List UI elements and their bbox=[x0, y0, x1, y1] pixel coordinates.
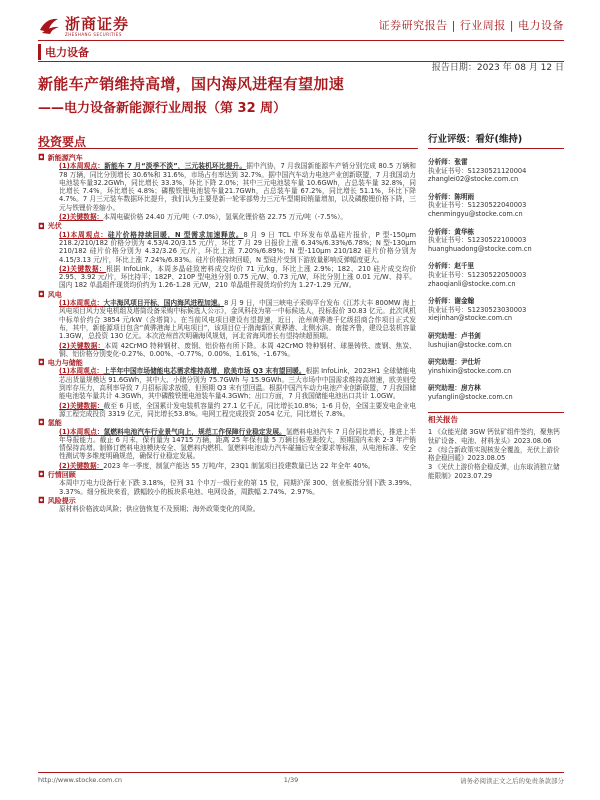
analyst-card bbox=[428, 228, 564, 254]
topic-title: 新能源汽车 bbox=[47, 154, 83, 162]
footer-url[interactable]: http://www.stocke.com.cn bbox=[38, 776, 123, 784]
analyst-name: 黄华栋 bbox=[454, 227, 475, 236]
key-points-body bbox=[38, 153, 416, 514]
topic-paragraph bbox=[38, 505, 416, 513]
topic-heading bbox=[38, 222, 416, 230]
analyst-role: 研究助理： bbox=[428, 358, 461, 367]
report-title: 新能车产销维持高增，国内海风进程有望加速 bbox=[38, 75, 345, 93]
analyst-email[interactable]: chenmingyu@stocke.com.cn bbox=[428, 209, 523, 218]
analyst-email[interactable]: lushujian@stocke.com.cn bbox=[428, 340, 512, 349]
analyst-name-row bbox=[428, 158, 564, 167]
paragraph-text: 截至 6 月底，全国累计发电装机容量约 27.1 亿千瓦，同比增长10.8%；1-6 月份，全国主要发电企业电源工程完成投资 3319 亿元，同比增长53.8%。电网工程完成投资 2054 亿元，同比增长 7.8%。 bbox=[59, 401, 416, 418]
analyst-role: 分析师： bbox=[428, 227, 455, 236]
analyst-name: 张雷 bbox=[454, 158, 468, 166]
analyst-role: 研究助理： bbox=[428, 331, 461, 340]
topic-paragraph bbox=[38, 402, 416, 419]
analyst-list bbox=[428, 158, 564, 401]
sidebar bbox=[428, 133, 564, 481]
topic-title: 光伏 bbox=[47, 222, 62, 231]
paragraph-highlight: 新能车 7 月“淡季不淡”，三元装机环比提升。 bbox=[104, 162, 247, 171]
analyst-card bbox=[428, 384, 564, 401]
paragraph-text: 据中汽协，7 月我国新能源车产销分别完成 80.5 万辆和 78 万辆，同比分别增长 30.6%和 31.6%，市场占有率达到 32.7%。据中国汽车动力电池产业创新联盟，7 月我国动力电池装车量32.2GWh，同比增长 33.3%，环比下降 2.0%；其中三元电池装车量 10.6GWh，占总装车量 32.8%，同比增长 7.4%，环比增长 4.8%；磷酸铁锂电池装车量21.7GWh，占总装车量 67.2%，同比增长 51.1%，环比下降 4.7%。7 月三元装车数据环比提升，我们认为主要是新一轮零部势力三元车型期间销量增加，以及磷酸锂价格下降，三元与铁锂价差缩小。 bbox=[59, 162, 416, 212]
report-subtitle: ——电力设备新能源行业周报（第 32 周） bbox=[38, 101, 287, 116]
page-number: 1/39 bbox=[283, 776, 299, 784]
analyst-card bbox=[428, 193, 564, 219]
report-type-breadcrumb: 证券研究报告 | 行业周报 | 电力设备 bbox=[378, 19, 564, 32]
bullet-square-icon: ◘ bbox=[38, 221, 45, 231]
analyst-role: 研究助理： bbox=[428, 384, 461, 393]
topic-heading bbox=[38, 419, 416, 427]
topic-title: 电力与储能 bbox=[47, 359, 83, 368]
page-footer bbox=[38, 776, 564, 785]
topic-paragraph bbox=[38, 213, 416, 221]
paragraph-label: (1)本周观点： bbox=[59, 367, 104, 376]
paragraph-highlight: 上半年中国市场储能电芯需求维持高增，欧美市场 Q3 末有望回暖。 bbox=[103, 367, 306, 376]
analyst-name: 卢书剑 bbox=[460, 331, 481, 340]
analyst-card bbox=[428, 332, 564, 349]
analyst-name-row bbox=[428, 297, 564, 306]
topic-title: 行情回顾 bbox=[47, 470, 76, 479]
topic-paragraph bbox=[38, 462, 416, 470]
paragraph-label: (2)关键数据： bbox=[59, 341, 105, 350]
analyst-name-row bbox=[428, 332, 564, 341]
header-divider bbox=[38, 40, 564, 41]
paragraph-text: 原材料价格波动风险；供应链恢复不及预期；海外政策变化的风险。 bbox=[59, 505, 260, 514]
logo-subtext: ZHESHANG SECURITIES bbox=[65, 32, 122, 37]
paragraph-text: 2023 年一季度，制氢产能达 55 万吨/年，23Q1 制氢项目投建数量已达 22 年全年 40%。 bbox=[103, 461, 375, 470]
analyst-license: 执业证书号：S1230523030003 bbox=[428, 305, 527, 314]
paragraph-highlight: 大丰海风项目开标，国内海风进程加速。 bbox=[103, 299, 225, 308]
analyst-license: 执业证书号：S1230522040003 bbox=[428, 201, 527, 210]
logo-icon bbox=[38, 15, 60, 35]
analyst-name: 房方林 bbox=[460, 384, 481, 393]
topic-paragraph bbox=[38, 479, 416, 496]
analyst-email[interactable]: xiejinhan@stocke.com.cn bbox=[428, 314, 513, 323]
topic-title: 风险提示 bbox=[47, 496, 76, 505]
related-report-item[interactable]: 3 《光伏上游价格企稳反弹，山东取消独立储能限制》2023.07.29 bbox=[428, 463, 560, 481]
paragraph-text: 本周电碳价格 24.40 万元/吨（-7.0%），氢氧化锂价格 22.75 万元/吨（-7.5%）。 bbox=[103, 213, 348, 222]
topic-paragraph bbox=[38, 162, 416, 212]
analyst-email[interactable]: zhanglei02@stocke.com.cn bbox=[428, 175, 519, 184]
analyst-name-row bbox=[428, 262, 564, 271]
bullet-square-icon: ◘ bbox=[38, 418, 45, 428]
bullet-square-icon: ◘ bbox=[38, 358, 45, 368]
analyst-role: 分析师： bbox=[428, 192, 455, 201]
paragraph-label: (2)关键数据： bbox=[59, 213, 104, 222]
topic-paragraph bbox=[38, 231, 416, 264]
topic-paragraph bbox=[38, 342, 416, 359]
analyst-email[interactable]: huanghuadong@stocke.com.cn bbox=[428, 244, 532, 253]
analyst-role: 分析师： bbox=[428, 262, 455, 271]
analyst-license: 执业证书号：S1230522050003 bbox=[428, 270, 527, 279]
paragraph-highlight: 氢燃料电池汽车行业景气向上，规范工作保障行业稳定发展。 bbox=[103, 427, 286, 436]
analyst-email[interactable]: zhaoqianli@stocke.com.cn bbox=[428, 279, 516, 288]
analyst-card bbox=[428, 297, 564, 323]
analyst-name: 尹仕圻 bbox=[460, 358, 481, 367]
analyst-name: 谢金翰 bbox=[454, 297, 475, 306]
paragraph-text: 8 月 9 日，中国三峡电子采购平台发布《江苏大丰 800MW 海上风电项目风力发电机组及塔筒设备采购中标候选人公示》，金风科技为第一中标候选人，投标报价 30.83 亿元。此次风机中标单价约合 3854 元/kW（含塔筒）。在当前风电项目建设有望提速，近日，沧州黄骅港千亿级招商合作项目正式发布，其中，新能源项目包含“黄骅港海上风电项目”，该项目位于渤海新区黄骅港、北侧水滨、南接齐鲁，建设总装机容量1.3GW，总投资 130 亿元。本次沧州首次明确海风规划，河北省海风增长有望持续超预期。 bbox=[59, 299, 416, 341]
paragraph-label: (1)本周观点： bbox=[59, 162, 105, 171]
analyst-card bbox=[428, 358, 564, 375]
paragraph-label: (2)关键数据： bbox=[59, 401, 104, 410]
paragraph-label: (2)关键数据： bbox=[59, 461, 104, 470]
analyst-email[interactable]: yinshixin@stocke.com.cn bbox=[428, 366, 512, 375]
paragraph-text: 氢燃料电池汽车 7 月份同比增长，推进上半年导报能力。截止 6 月末，保有量为 14715 万辆，距离 25 年保有量 5 万辆目标差距较大，预期国内未来 2-3 年产销情保持高增。制修订燃料电池模块安全、氢燃料内燃机、氢燃料电池动力汽车碰撞后安全要求等标准，从电池标准、安全性测试等多维度明确规范，确保行业稳定发展。 bbox=[59, 427, 416, 461]
analyst-card bbox=[428, 158, 564, 184]
related-reports-list bbox=[428, 428, 564, 481]
related-reports-heading: 相关报告 bbox=[428, 412, 564, 425]
paragraph-label: (1)本周观点： bbox=[59, 299, 104, 308]
industry-rating: 行业评级：看好(维持) bbox=[428, 133, 564, 149]
topic-title: 氢能 bbox=[47, 419, 62, 428]
footer-divider bbox=[38, 772, 564, 773]
topic-paragraph bbox=[38, 428, 416, 461]
report-date: 报告日期：2023 年 08 月 12 日 bbox=[431, 63, 564, 73]
paragraph-label: (1)本周观点： bbox=[59, 230, 108, 239]
analyst-name-row bbox=[428, 228, 564, 237]
paragraph-text: 本周申万电力设备行业下跌 3.18%，位列 31 个申万一级行业的第 15 位，同期沪深 300、创业板指分别下跌 3.39%、3.37%。细分板块来看，跌幅较小的板块系电池、电网设备，周跌幅 2.74%、2.97%。 bbox=[59, 479, 416, 496]
topic-paragraph bbox=[38, 299, 416, 340]
bullet-square-icon: ◘ bbox=[38, 496, 45, 506]
paragraph-highlight: 硅片价格持续回暖，N 型需求加速释放。 bbox=[107, 230, 244, 239]
bullet-square-icon: ◘ bbox=[38, 153, 45, 163]
analyst-name-row bbox=[428, 384, 564, 393]
industry-tag: 电力设备 bbox=[38, 44, 89, 60]
analyst-name: 陈明雨 bbox=[454, 192, 475, 201]
page-header bbox=[38, 12, 564, 38]
related-report-item[interactable]: 1 《众能光储 3GW 钙钛矿组件签约，聚焦钙钛矿设备、电池、材料龙头》2023.08.06 bbox=[428, 428, 560, 445]
analyst-license: 执业证书号：S1230522100003 bbox=[428, 236, 527, 245]
analyst-name-row bbox=[428, 358, 564, 367]
paragraph-text: 根据 InfoLink，本周多晶硅致密料成交均价 71 元/kg，环比上涨 2.9%；182、210 硅片成交均价 2.95、3.92 元/片，环比持平；182P、210P 型电池分别 0.75 元/W、0.73 元/W，环比分别上涨 0.01 元/W、持平。国内 182 单晶组件现货均价约为 1.26-1.28 元/W，210 单晶组件现货均价约为 1.27-1.29 元/W。 bbox=[59, 264, 416, 290]
paragraph-text: 本周 42CrMO 特种钢材、废钢、铝价格有所下降。本周 42CrMO 特种钢材、球墨铸铁、废钢、焦炭、铜、铝价格分别变化-0.27%、0.00%、-0.77%、0.00%、1.61%、-1.67%。 bbox=[59, 341, 416, 358]
topic-paragraph bbox=[38, 265, 416, 290]
company-logo bbox=[38, 13, 129, 37]
analyst-role: 分析师： bbox=[428, 297, 455, 306]
bullet-square-icon: ◘ bbox=[38, 470, 45, 480]
section-heading: 投资要点 bbox=[38, 133, 418, 149]
topic-heading bbox=[38, 497, 416, 505]
paragraph-text: 根据 InfoLink，2023H1 全球储能电芯出货量规模达 91.6GWh，其中大、小储分别为 75.7GWh 与 15.9GWh。三大市场中中国需求维持高增速，欧美则受到库存压力，高利率导致 7 月招标需求放缓，但预期 Q3 末有望回温。根据中国汽车动力电池产业创新联盟，7 月我国储能电池装车量共计 4.3GWh，其中磷酸铁锂电池装车量4.3GWh；出口方面，7 月我国储能电池出口共计 1.0GW。 bbox=[59, 367, 417, 401]
bullet-square-icon: ◘ bbox=[38, 289, 45, 299]
analyst-name: 赵千里 bbox=[454, 262, 475, 271]
paragraph-label: (2)关键数据： bbox=[59, 264, 107, 273]
footer-disclaimer: 请务必阅读正文之后的免责条款部分 bbox=[459, 777, 564, 785]
analyst-role: 分析师： bbox=[428, 158, 455, 166]
logo-text: 浙商证券 bbox=[65, 15, 130, 33]
paragraph-text: 8 月 9 日 TCL 中环发布单晶硅片报价，P 型-150μm 218.2/210/182 价格分别为 4.53/4.20/3.15 元/片，环比 7 月 29 日报价上涨 6.34%/6.33%/6.78%；N 型-130μm 210/182 硅片价格分别为 4.32/3.26 元/片，环比上涨 7.20%/6.89%；N 型-110μm 210/182 硅片价格分别为4.15/3.13 元/片，环比上涨 7.24%/6.83%。硅片价格持续回暖，N 型硅片受到下游放量影响反弹幅度更大。 bbox=[59, 230, 416, 264]
topic-title: 风电 bbox=[47, 290, 62, 299]
analyst-license: 执业证书号：S1230521120004 bbox=[428, 166, 527, 175]
analyst-email[interactable]: yufanglin@stocke.com.cn bbox=[428, 392, 513, 401]
related-report-item[interactable]: 2 《综合新政策实现核发全覆盖，光伏上游价格企稳回暖》2023.08.05 bbox=[428, 445, 560, 463]
paragraph-label: (1)本周观点： bbox=[59, 427, 104, 436]
topic-paragraph bbox=[38, 367, 416, 400]
topic-heading bbox=[38, 291, 416, 299]
analyst-card bbox=[428, 262, 564, 288]
